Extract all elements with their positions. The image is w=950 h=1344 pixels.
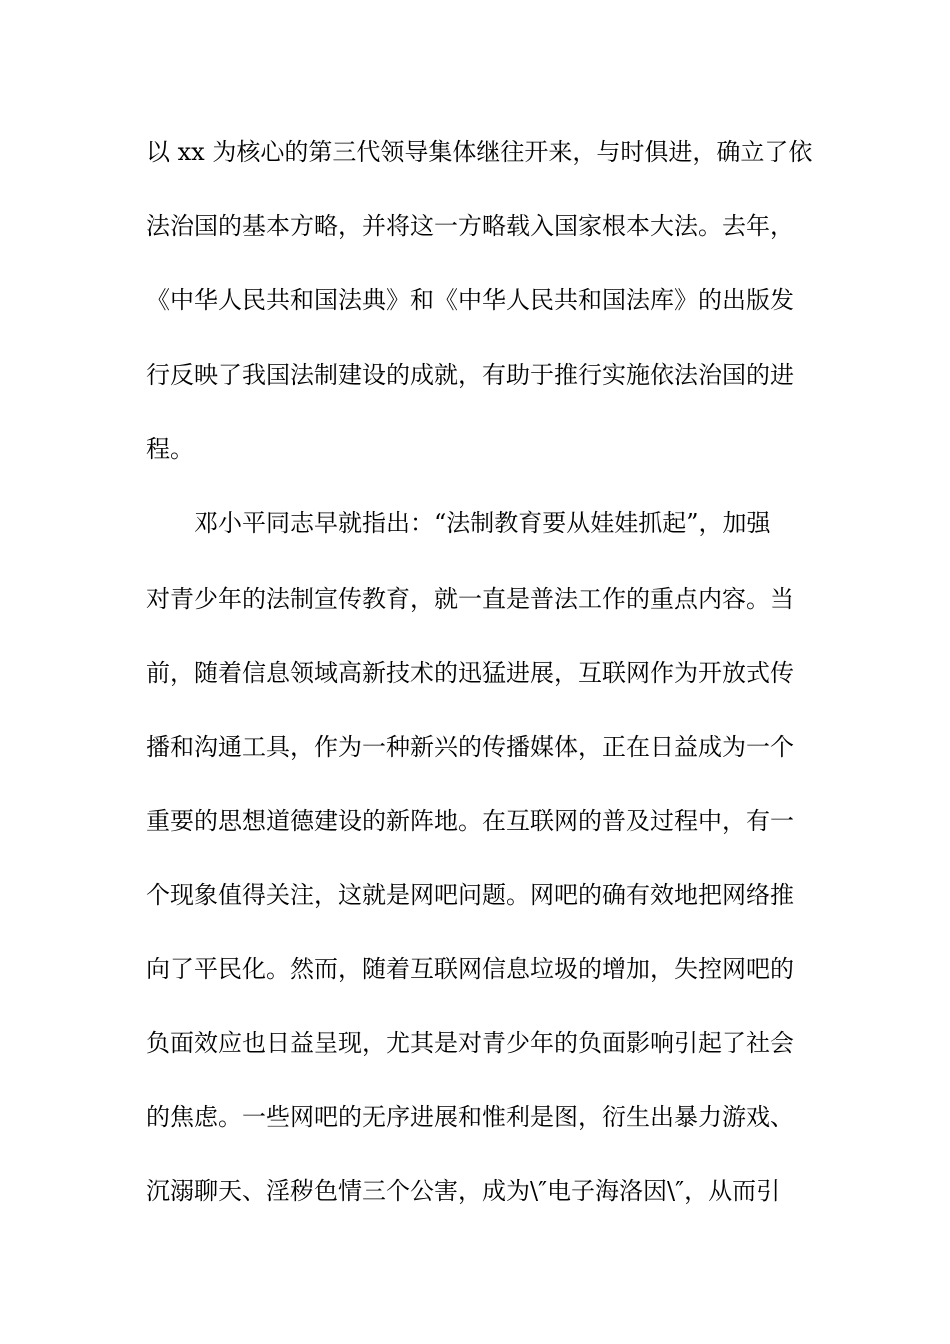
text-line: 《中华人民共和国法典》和《中华人民共和国法库》的出版发 [146, 286, 794, 314]
text-line: 播和沟通工具，作为一种新兴的传播媒体，正在日益成为一个 [146, 733, 794, 761]
text-line: 邓小平同志早就指出：“法制教育要从娃娃抓起”，加强 [194, 509, 771, 537]
text-line: 对青少年的法制宣传教育，就一直是普法工作的重点内容。当 [146, 585, 794, 613]
text-line: 重要的思想道德建设的新阵地。在互联网的普及过程中，有一 [146, 807, 794, 835]
text-line: 法治国的基本方略，并将这一方略载入国家根本大法。去年， [146, 212, 794, 240]
text-line: 前，随着信息领域高新技术的迅猛进展，互联网作为开放式传 [146, 659, 794, 687]
text-line: 程。 [146, 435, 194, 463]
text-line: 行反映了我国法制建设的成就，有助于推行实施依法治国的进 [146, 361, 794, 389]
text-line: 以 xx 为核心的第三代领导集体继往开来，与时俱进，确立了依 [146, 138, 813, 166]
text-line: 的焦虑。一些网吧的无序进展和惟利是图，衍生出暴力游戏、 [146, 1103, 794, 1131]
text-line: 负面效应也日益呈现，尤其是对青少年的负面影响引起了社会 [146, 1029, 794, 1057]
text-line: 向了平民化。然而，随着互联网信息垃圾的增加，失控网吧的 [146, 955, 794, 983]
text-line: 沉溺聊天、淫秽色情三个公害，成为\″电子海洛因\″，从而引 [146, 1177, 781, 1205]
text-line: 个现象值得关注，这就是网吧问题。网吧的确有效地把网络推 [146, 881, 794, 909]
